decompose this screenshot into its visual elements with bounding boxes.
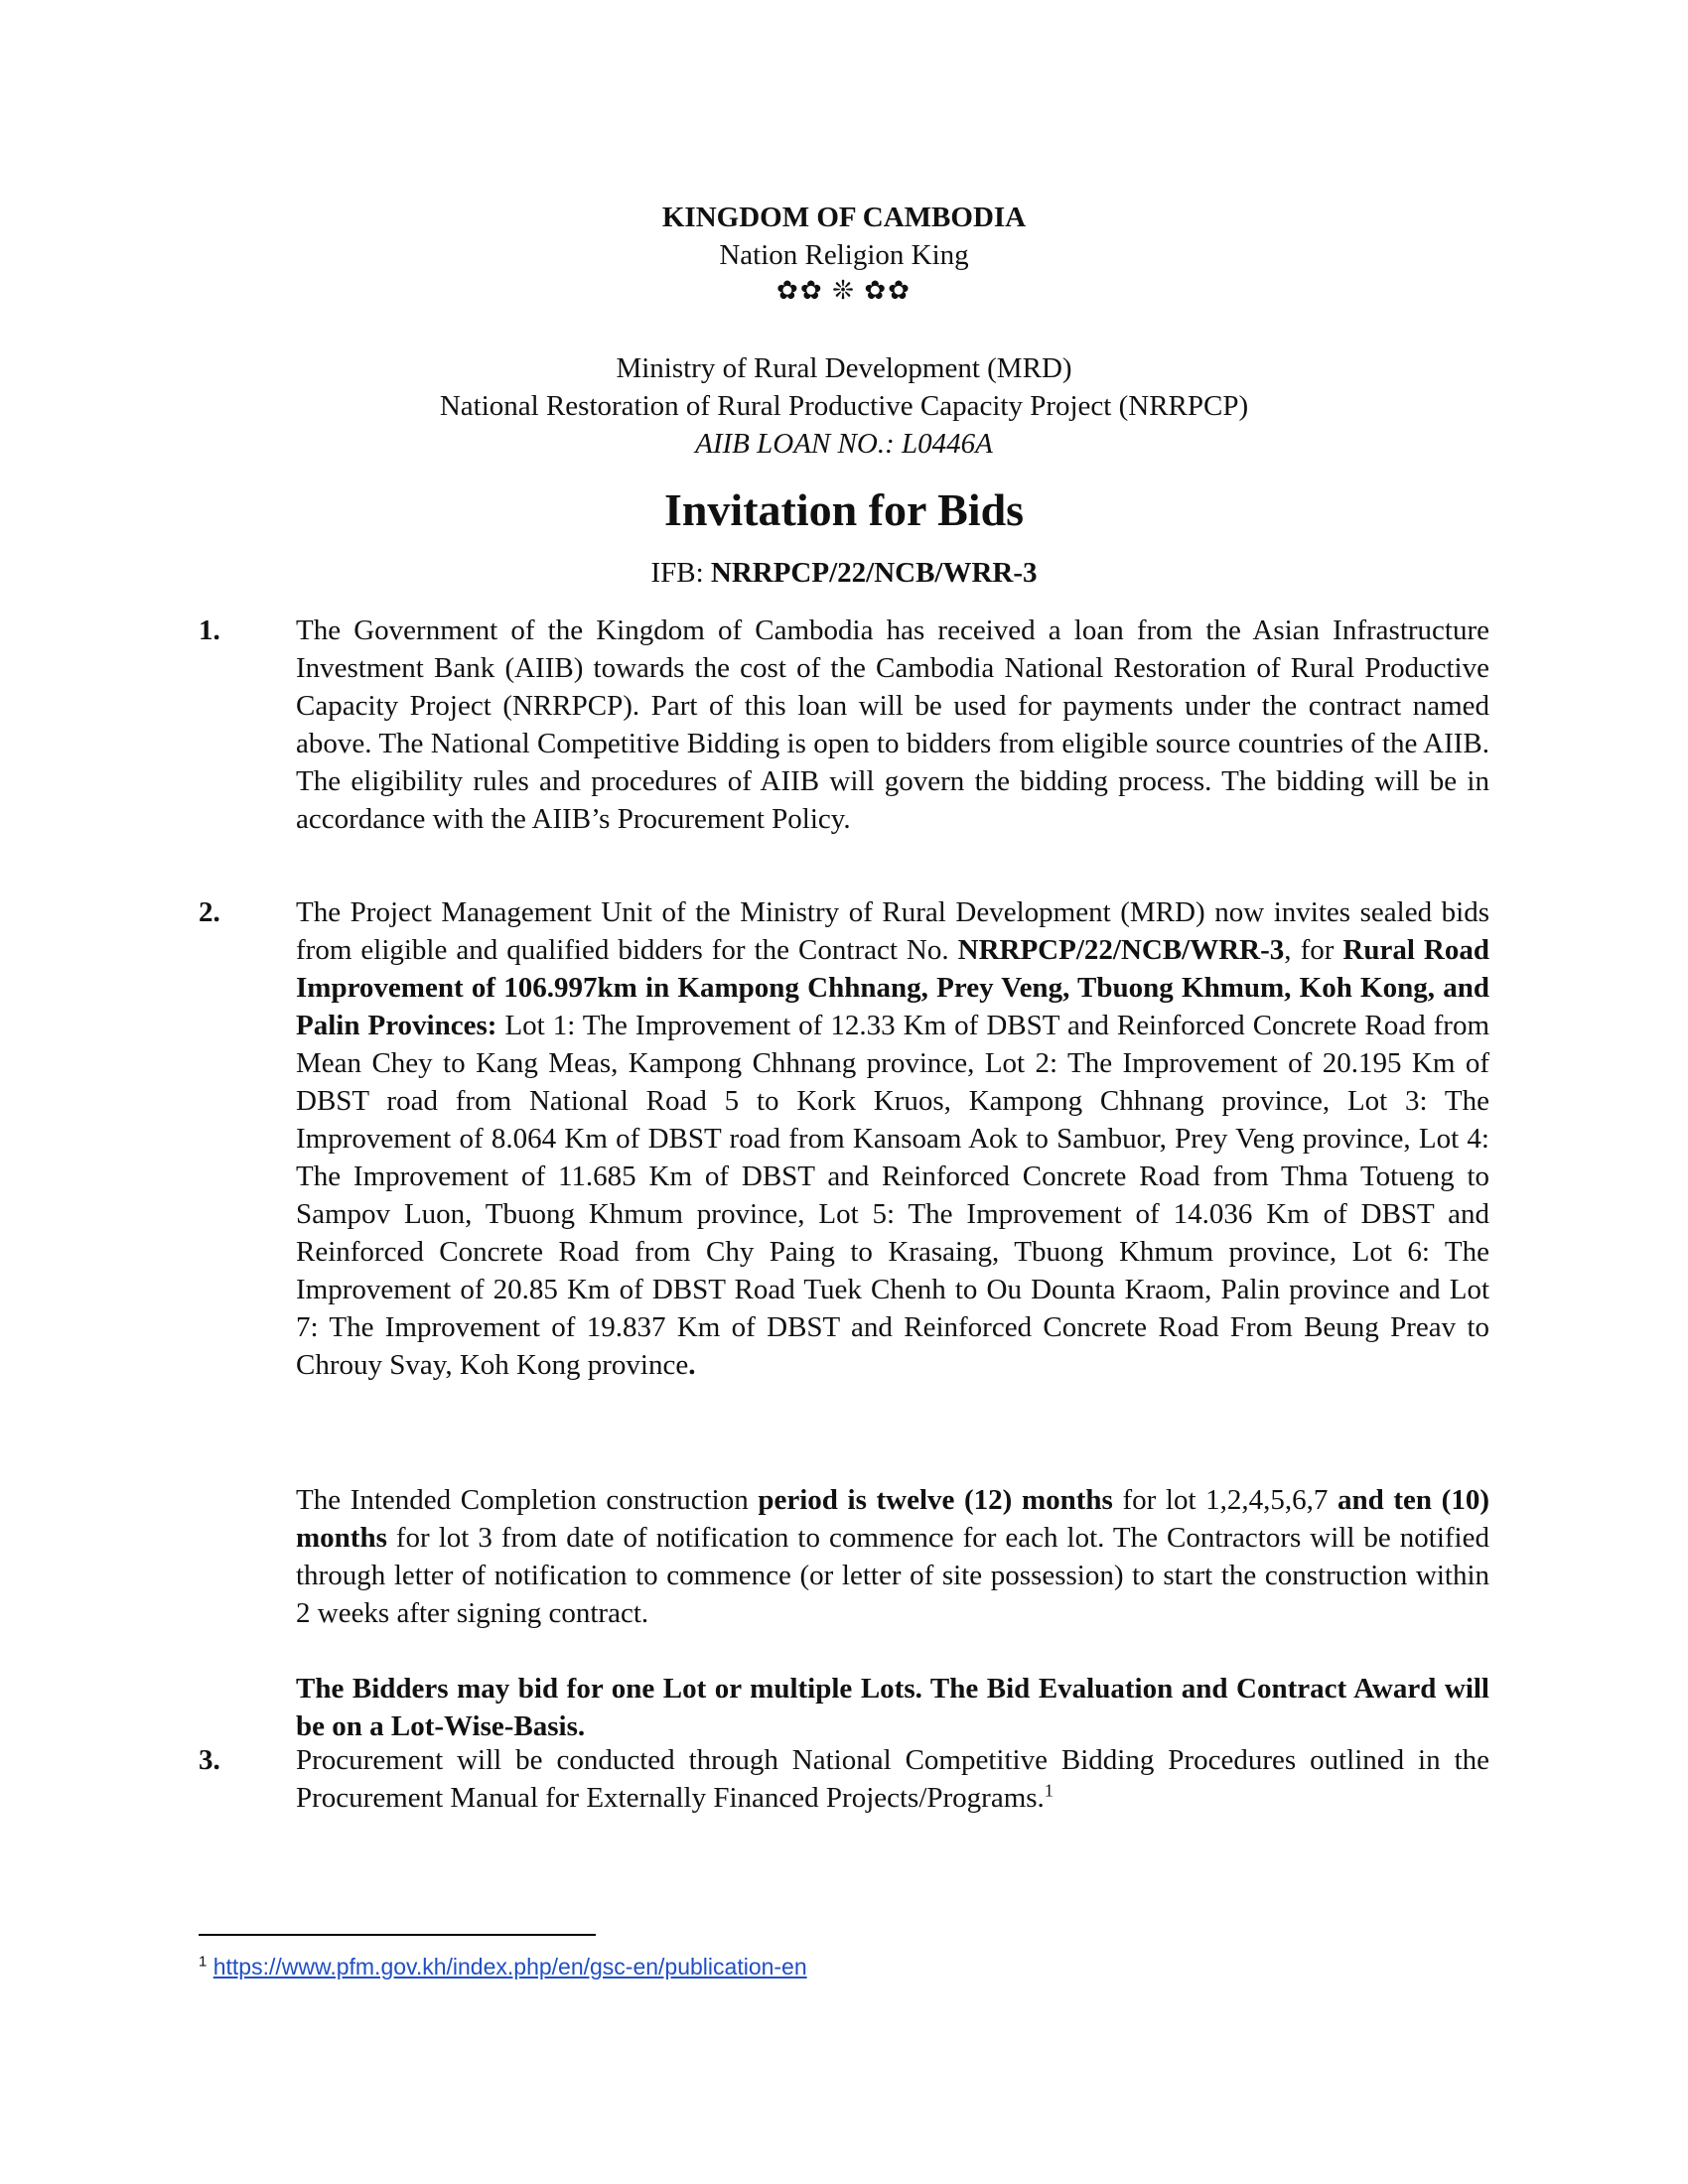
connector-text: , for — [1284, 934, 1343, 966]
item-number: 3. — [199, 1744, 220, 1776]
motto: Nation Religion King — [719, 239, 969, 271]
item-text — [296, 893, 1489, 1384]
footnote-link[interactable]: https://www.pfm.gov.kh/index.php/en/gsc-en/publication-en — [212, 1954, 807, 1979]
completion-text: The Intended Completion construction — [296, 1484, 759, 1516]
contract-name: Rural Road Improvement of 106.997km in Kampong Chhnang, Prey Veng, Tbuong Khmum, Koh Kong, and Palin Provinces: — [296, 934, 1489, 1041]
item-number: 1. — [199, 614, 220, 646]
completion-text: for lot 1,2,4,5,6,7 — [1112, 1484, 1338, 1516]
project-name: National Restoration of Rural Productive Capacity Project (NRRPCP) — [439, 390, 1249, 422]
item-intro: The Project Management Unit of the Ministry of Rural Development (MRD) now invites sealed bids from eligible and qualified bidders for the Contract No. — [296, 896, 1489, 966]
completion-period-main: period is twelve (12) months — [758, 1484, 1113, 1516]
footnote-reference[interactable]: 1 — [1044, 1780, 1054, 1801]
lots-note: The Bidders may bid for one Lot or multiple Lots. The Bid Evaluation and Contract Award will be on a Lot-Wise-Basis. — [296, 1673, 1489, 1742]
item-text-body: Procurement will be conducted through National Competitive Bidding Procedures outlined in the Procurement Manual for Externally Financed Projects/Programs. — [296, 1744, 1489, 1814]
ministry-name: Ministry of Rural Development (MRD) — [616, 352, 1072, 384]
page-title: Invitation for Bids — [663, 484, 1025, 535]
ifb-reference — [0, 554, 1688, 592]
period: . — [688, 1349, 696, 1381]
loan-number: AIIB LOAN NO.: L0446A — [695, 428, 993, 460]
ornament-divider: ✿✿ ❊ ✿✿ — [776, 276, 912, 305]
lots-description: Lot 1: The Improvement of 12.33 Km of DBST and Reinforced Concrete Road from Mean Chey to Kang Meas, Kampong Chhnang province, Lot 2: The Improvement of 20.195 Km of DBST road from National Road 5 to Kork Kruos, Kampong Chhnang province, Lot 3: The Improvement of 8.064 Km of DBST road from Kansoam Aok to Sambuor, Prey Veng province, Lot 4: The Improvement of 11.685 Km of DBST and Reinforced Concrete Road from Thma Totueng to Sampov Luon, Tbuong Khmum province, Lot 5: The Improvement of 14.036 Km of DBST and Reinforced Concrete Road from Chy Paing to Krasaing, Tbuong Khmum province, Lot 6: The Improvement of 20.85 Km of DBST Road Tuek Chenh to Ou Dounta Kraom, Palin province and Lot 7: The Improvement of 19.837 Km of DBST and Reinforced Concrete Road From Beung Preav to Chrouy Svay, Koh Kong province — [296, 1010, 1490, 1381]
ifb-label: IFB: — [650, 557, 711, 589]
country-heading: KINGDOM OF CAMBODIA — [661, 202, 1027, 233]
item-number: 2. — [199, 896, 220, 928]
footnote — [199, 1952, 807, 1981]
item-text — [296, 1741, 1489, 1817]
ifb-number: NRRPCP/22/NCB/WRR-3 — [710, 557, 1038, 589]
item-text: The Government of the Kingdom of Cambodia has received a loan from the Asian Infrastructure Investment Bank (AIIB) towards the cost of the Cambodia National Restoration of Rural Productive Capacity Project (NRRPCP). Part of this loan will be used for payments under the contract named above. The National Competitive Bidding is open to bidders from eligible source countries of the AIIB. The eligibility rules and procedures of AIIB will govern the bidding process. The bidding will be in accordance with the AIIB’s Procurement Policy. — [296, 614, 1489, 835]
footnote-divider — [199, 1934, 596, 1936]
completion-period-lot3: and ten (10) months — [296, 1484, 1489, 1554]
contract-number: NRRPCP/22/NCB/WRR-3 — [957, 934, 1285, 966]
footnote-marker: 1 — [199, 1953, 208, 1971]
completion-text: for lot 3 from date of notification to commence for each lot. The Contractors will be notified through letter of notification to commence (or letter of site possession) to start the construction within 2 weeks after signing contract. — [296, 1522, 1489, 1629]
